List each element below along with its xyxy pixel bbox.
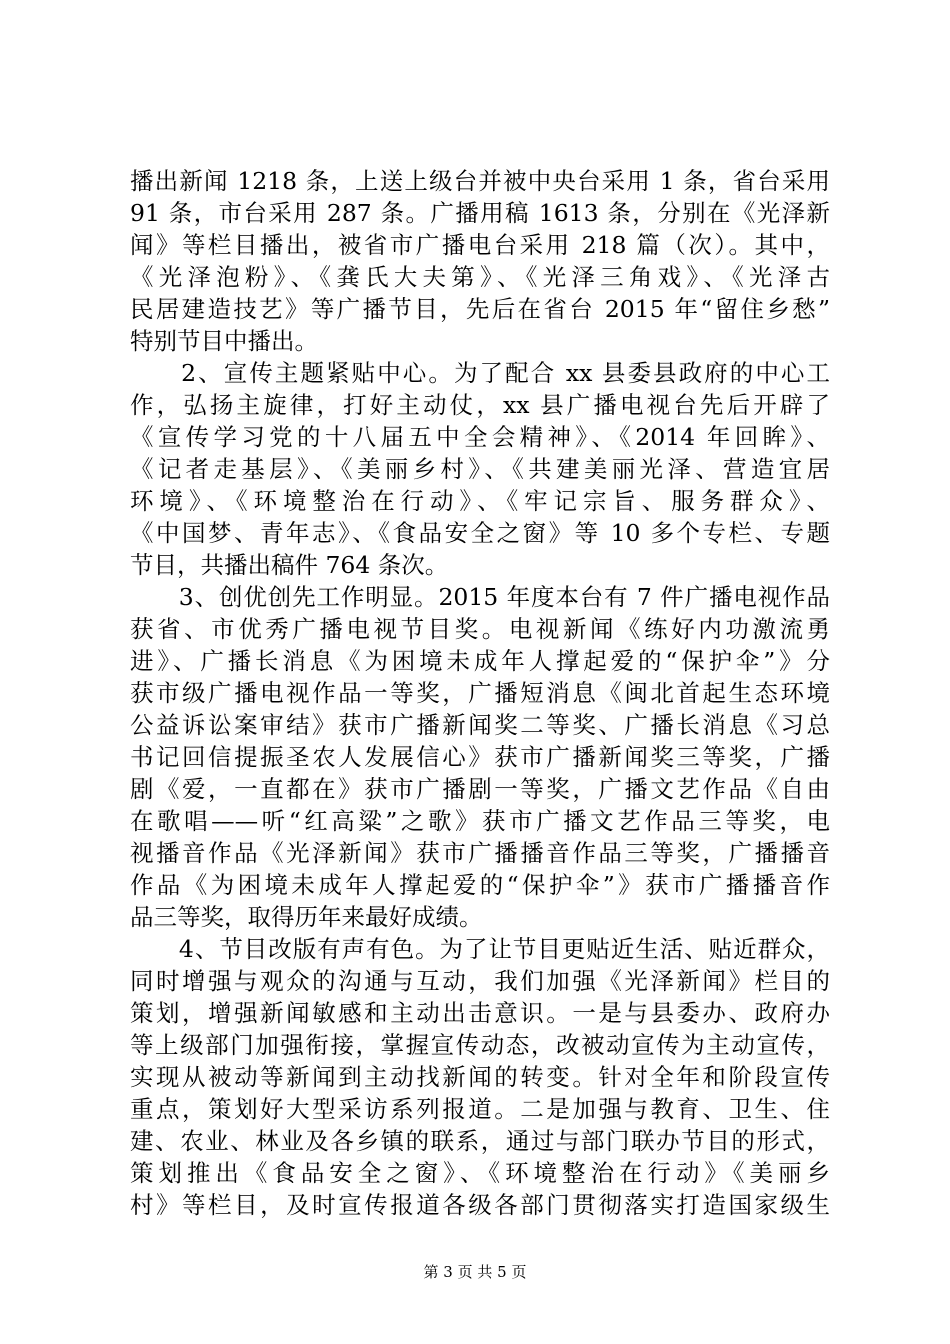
text-line: 等上级部门加强衔接，掌握宣传动态，改被动宣传为主动宣传， <box>130 1031 830 1059</box>
text-line: 节目，共播出稿件 764 条次。 <box>130 551 449 579</box>
text-line: 特别节目中播出。 <box>130 327 318 355</box>
text-line: 策划推出《食品安全之窗》、《环境整治在行动》《美丽乡 <box>130 1159 830 1187</box>
text-line: 剧《爱，一直都在》获市广播剧一等奖，广播文艺作品《自由 <box>130 775 830 803</box>
text-line: 《宣传学习党的十八届五中全会精神》、《2014 年回眸》、 <box>130 423 830 451</box>
text-line: 4、节目改版有声有色。为了让节目更贴近生活、贴近群众， <box>130 935 830 963</box>
text-line: 进》、广播长消息《为困境未成年人撑起爱的“保护伞”》分 <box>130 647 830 675</box>
text-line: 播出新闻 1218 条，上送上级台并被中央台采用 1 条，省台采用 <box>130 167 830 195</box>
text-line: 建、农业、林业及各乡镇的联系，通过与部门联办节目的形式， <box>130 1127 830 1155</box>
text-line: 作品《为困境未成年人撑起爱的“保护伞”》获市广播播音作 <box>130 871 830 899</box>
text-line: 在歌唱——听“红高粱”之歌》获市广播文艺作品三等奖，电 <box>130 807 830 835</box>
page-footer: 第 3 页 共 5 页 <box>423 1263 527 1281</box>
text-line: 《记者走基层》、《美丽乡村》、《共建美丽光泽、营造宜居 <box>130 455 830 483</box>
text-line: 书记回信提振圣农人发展信心》获市广播新闻奖三等奖，广播 <box>130 743 830 771</box>
text-line: 同时增强与观众的沟通与互动，我们加强《光泽新闻》栏目的 <box>130 967 830 995</box>
text-line: 重点，策划好大型采访系列报道。二是加强与教育、卫生、住 <box>130 1095 830 1123</box>
text-line: 实现从被动等新闻到主动找新闻的转变。针对全年和阶段宣传 <box>130 1063 830 1091</box>
text-line: 民居建造技艺》等广播节目，先后在省台 2015 年“留住乡愁” <box>130 295 830 323</box>
text-line: 作，弘扬主旋律，打好主动仗，xx 县广播电视台先后开辟了 <box>130 391 830 419</box>
text-line: 视播音作品《光泽新闻》获市广播播音作品三等奖，广播播音 <box>130 839 830 867</box>
text-line: 品三等奖，取得历年来最好成绩。 <box>130 903 483 931</box>
text-line: 《光泽泡粉》、《龚氏大夫第》、《光泽三角戏》、《光泽古 <box>130 263 830 291</box>
text-line: 获省、市优秀广播电视节目奖。电视新闻《练好内功激流勇 <box>130 615 830 643</box>
text-line: 策划，增强新闻敏感和主动出击意识。一是与县委办、政府办 <box>130 999 830 1027</box>
text-line: 获市级广播电视作品一等奖，广播短消息《闽北首起生态环境 <box>130 679 830 707</box>
body-text <box>130 165 830 1221</box>
text-line: 环境》、《环境整治在行动》、《牢记宗旨、服务群众》、 <box>130 487 830 515</box>
text-line: 公益诉讼案审结》获市广播新闻奖二等奖、广播长消息《习总 <box>130 711 830 739</box>
text-line: 村》等栏目，及时宣传报道各级各部门贯彻落实打造国家级生 <box>130 1191 830 1219</box>
text-line: 2、宣传主题紧贴中心。为了配合 xx 县委县政府的中心工 <box>130 359 830 387</box>
text-line: 3、创优创先工作明显。2015 年度本台有 7 件广播电视作品 <box>130 583 830 611</box>
text-line: 91 条，市台采用 287 条。广播用稿 1613 条，分别在《光泽新 <box>130 199 830 227</box>
text-line: 《中国梦、青年志》、《食品安全之窗》等 10 多个专栏、专题 <box>130 519 830 547</box>
text-line: 闻》等栏目播出，被省市广播电台采用 218 篇（次）。其中， <box>130 231 830 259</box>
